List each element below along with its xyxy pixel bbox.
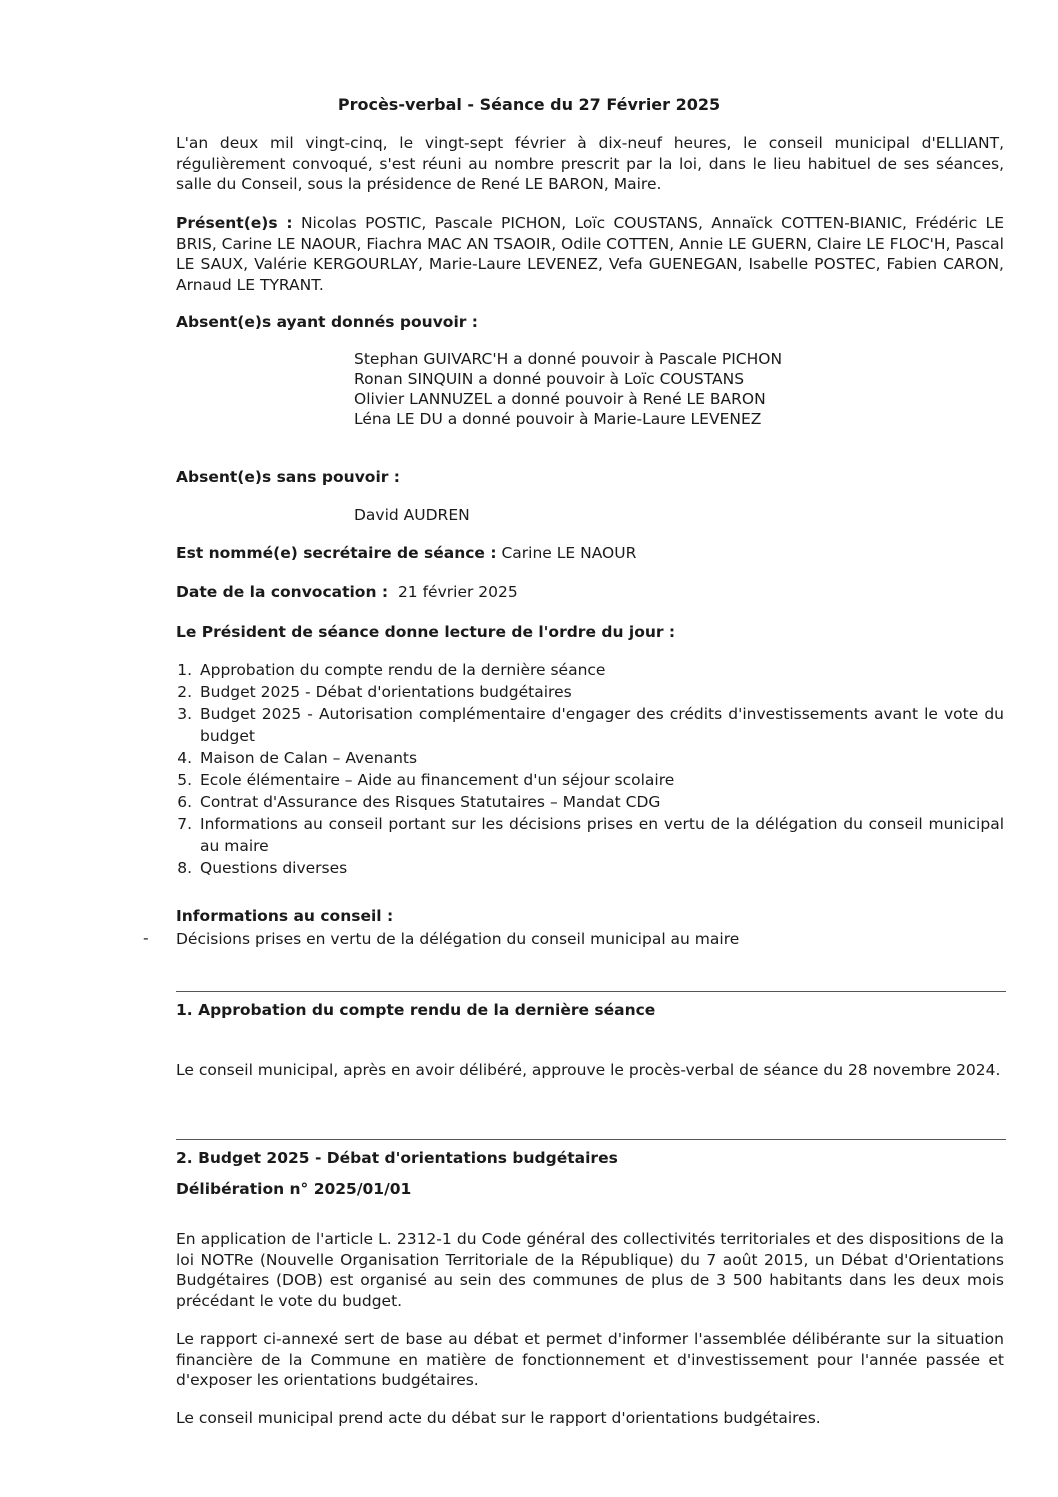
agenda-item: 4. Maison de Calan – Avenants	[177, 749, 418, 767]
section1-heading: 1. Approbation du compte rendu de la dernière séance	[176, 1001, 656, 1019]
agenda-item: 7. Informations au conseil portant sur les décisions prises en vertu de la délégation du conseil municipal au maire	[177, 815, 1004, 855]
section-divider	[176, 1139, 1006, 1140]
present-paragraph	[176, 213, 1004, 295]
intro-paragraph: L'an deux mil vingt-cinq, le vingt-sept février à dix-neuf heures, le conseil municipal d'ELLIANT, régulièrement convoqué, s'est réuni au nombre prescrit par la loi, dans le lieu habituel de ses séances, salle du Conseil, sous la présidence de René LE BARON, Maire.	[176, 134, 1004, 193]
document-title: Procès-verbal - Séance du 27 Février 2025	[337, 95, 721, 114]
proxy-line: Léna LE DU a donné pouvoir à Marie-Laure LEVENEZ	[354, 410, 762, 428]
agenda-item: 5. Ecole élémentaire – Aide au financement d'un séjour scolaire	[177, 771, 675, 789]
secretary-name: Carine LE NAOUR	[496, 544, 637, 562]
convocation-line	[176, 582, 1004, 603]
absent-no-proxy-names: David AUDREN	[354, 506, 470, 524]
section2-heading: 2. Budget 2025 - Débat d'orientations budgétaires	[176, 1149, 618, 1167]
agenda-item: 1. Approbation du compte rendu de la dernière séance	[177, 661, 606, 679]
agenda-item: 3. Budget 2025 - Autorisation complémentaire d'engager des crédits d'investissements avant le vote du budget	[177, 705, 1004, 745]
absent-proxy-label: Absent(e)s ayant donnés pouvoir :	[176, 313, 478, 331]
proxy-line: Ronan SINQUIN a donné pouvoir à Loïc COUSTANS	[354, 370, 745, 388]
agenda-item: 8. Questions diverses	[177, 859, 348, 877]
section2-paragraph-3: Le conseil municipal prend acte du débat sur le rapport d'orientations budgétaires.	[176, 1409, 821, 1427]
info-label: Informations au conseil :	[176, 907, 394, 925]
present-label: Présent(e)s :	[176, 214, 293, 232]
secretary-label: Est nommé(e) secrétaire de séance :	[176, 544, 497, 562]
proxy-line: Stephan GUIVARC'H a donné pouvoir à Pascale PICHON	[354, 350, 783, 368]
section2-paragraph-2: Le rapport ci-annexé sert de base au débat et permet d'informer l'assemblée délibérante sur la situation financière de la Commune en matière de fonctionnement et d'investissement pour l'année passée et d'exposer les orientations budgétaires.	[176, 1330, 1004, 1389]
agenda-item: 2. Budget 2025 - Débat d'orientations budgétaires	[177, 683, 572, 701]
secretary-line	[176, 543, 1004, 564]
agenda-label: Le Président de séance donne lecture de l'ordre du jour :	[176, 623, 676, 641]
section-divider	[176, 991, 1006, 992]
proxy-list	[354, 349, 782, 429]
proxy-line: Olivier LANNUZEL a donné pouvoir à René LE BARON	[354, 390, 766, 408]
section1-text: Le conseil municipal, après en avoir délibéré, approuve le procès-verbal de séance du 28 novembre 2024.	[176, 1061, 1001, 1079]
absent-no-proxy-label: Absent(e)s sans pouvoir :	[176, 468, 401, 486]
convocation-label: Date de la convocation :	[176, 583, 389, 601]
info-item: Décisions prises en vertu de la délégation du conseil municipal au maire	[176, 930, 740, 948]
info-bullet: -	[143, 929, 149, 947]
agenda-item: 6. Contrat d'Assurance des Risques Statutaires – Mandat CDG	[177, 793, 661, 811]
section2-paragraph-1: En application de l'article L. 2312-1 du Code général des collectivités territoriales et des dispositions de la loi NOTRe (Nouvelle Organisation Territoriale de la République) du 7 août 2015, un Débat d'Orientations Budgétaires (DOB) est organisé au sein des communes de plus de 3 500 habitants dans les deux mois précédant le vote du budget.	[176, 1230, 1004, 1310]
deliberation-number: Délibération n° 2025/01/01	[176, 1180, 412, 1198]
agenda-list	[168, 659, 1004, 879]
present-names: Nicolas POSTIC, Pascale PICHON, Loïc COUSTANS, Annaïck COTTEN-BIANIC, Frédéric LE BRIS, Carine LE NAOUR, Fiachra MAC AN TSAOIR, Odile COTTEN, Annie LE GUERN, Claire LE FLOC'H, Pascal LE SAUX, Valérie KERGOURLAY, Marie-Laure LEVENEZ, Vefa GUENEGAN, Isabelle POSTEC, Fabien CARON, Arnaud LE TYRANT.	[176, 214, 1004, 294]
convocation-date: 21 février 2025	[388, 583, 518, 601]
